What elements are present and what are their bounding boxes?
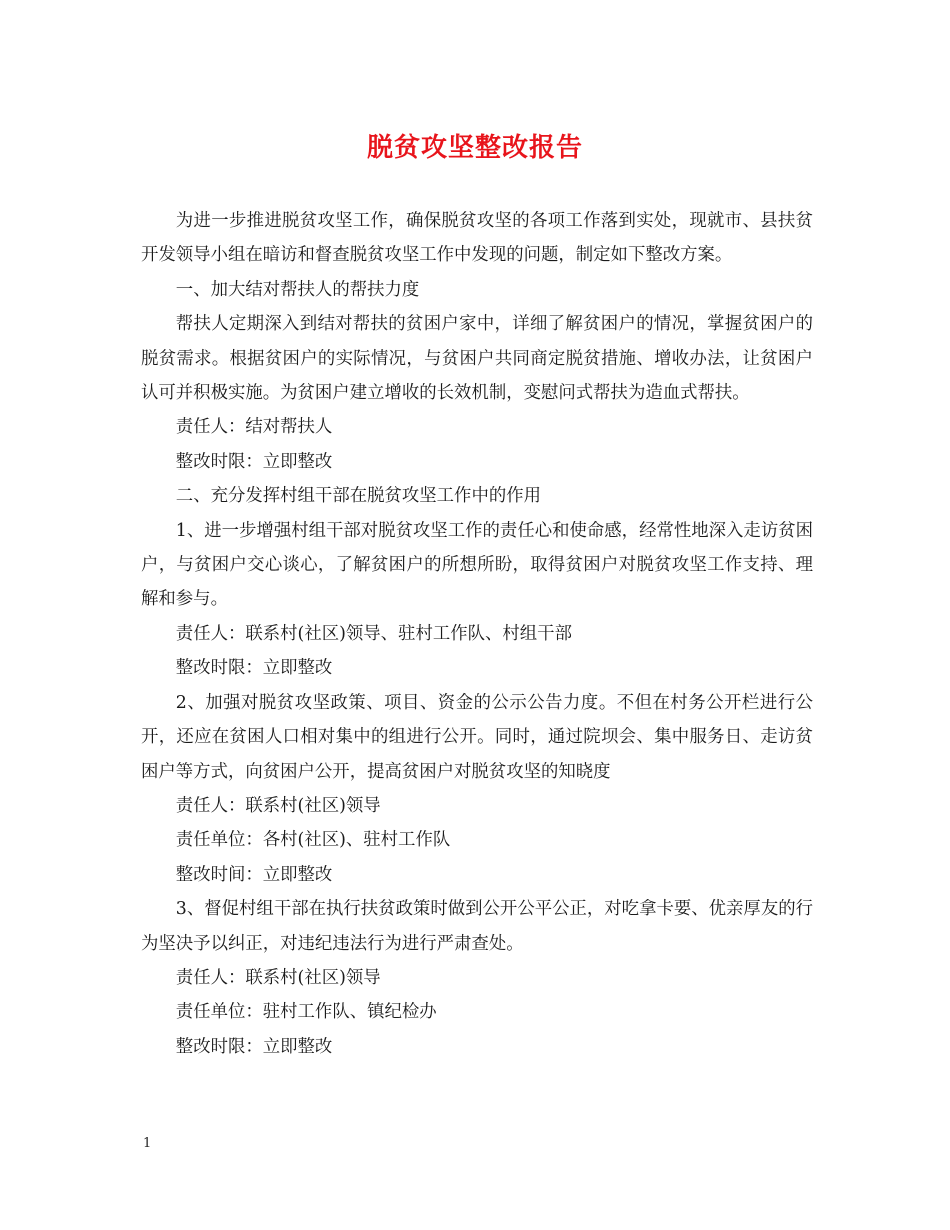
responsible-person-4: 责任人：联系村(社区)领导 xyxy=(175,967,381,988)
document-body xyxy=(141,204,813,1064)
paragraph-item-2: 2、加强对脱贫攻坚政策、项目、资金的公示公告力度。不但在村务公开栏进行公开，还应在贫困人口相对集中的组进行公开。同时，通过院坝会、集中服务日、走访贫困户等方式，向贫困户公开，提高贫困户对脱贫攻坚的知晓度 xyxy=(141,692,813,782)
paragraph-item-3: 3、督促村组干部在执行扶贫政策时做到公开公平公正，对吃拿卡要、优亲厚友的行为坚决予以纠正，对违纪违法行为进行严肃查处。 xyxy=(141,899,813,954)
responsible-person-3: 责任人：联系村(社区)领导 xyxy=(175,795,381,816)
responsible-unit-1: 责任单位：各村(社区)、驻村工作队 xyxy=(175,830,451,851)
deadline-1: 整改时限：立即整改 xyxy=(175,451,333,472)
responsible-person-1: 责任人：结对帮扶人 xyxy=(175,417,333,438)
deadline-4: 整改时限：立即整改 xyxy=(175,1036,333,1057)
heading-section-2: 二、充分发挥村组干部在脱贫攻坚工作中的作用 xyxy=(175,486,542,507)
responsible-person-2: 责任人：联系村(社区)领导、驻村工作队、村组干部 xyxy=(175,623,572,644)
responsible-unit-2: 责任单位：驻村工作队、镇纪检办 xyxy=(175,1002,437,1023)
paragraph-intro: 为进一步推进脱贫攻坚工作，确保脱贫攻坚的各项工作落到实处，现就市、县扶贫开发领导小组在暗访和督查脱贫攻坚工作中发现的问题，制定如下整改方案。 xyxy=(141,211,813,266)
paragraph-section-1: 帮扶人定期深入到结对帮扶的贫困户家中，详细了解贫困户的情况，掌握贫困户的脱贫需求。根据贫困户的实际情况，与贫困户共同商定脱贫措施、增收办法，让贫困户认可并积极实施。为贫困户建立增收的长效机制，变慰问式帮扶为造血式帮扶。 xyxy=(141,314,813,404)
page-number: 1 xyxy=(143,1136,152,1151)
document-title: 脱贫攻坚整改报告 xyxy=(366,133,583,163)
paragraph-item-1: 1、进一步增强村组干部对脱贫攻坚工作的责任心和使命感，经常性地深入走访贫困户，与贫困户交心谈心，了解贫困户的所想所盼，取得贫困户对脱贫攻坚工作支持、理解和参与。 xyxy=(141,520,813,610)
deadline-3: 整改时间：立即整改 xyxy=(175,864,333,885)
heading-section-1: 一、加大结对帮扶人的帮扶力度 xyxy=(175,279,420,300)
deadline-2: 整改时限：立即整改 xyxy=(175,658,333,679)
